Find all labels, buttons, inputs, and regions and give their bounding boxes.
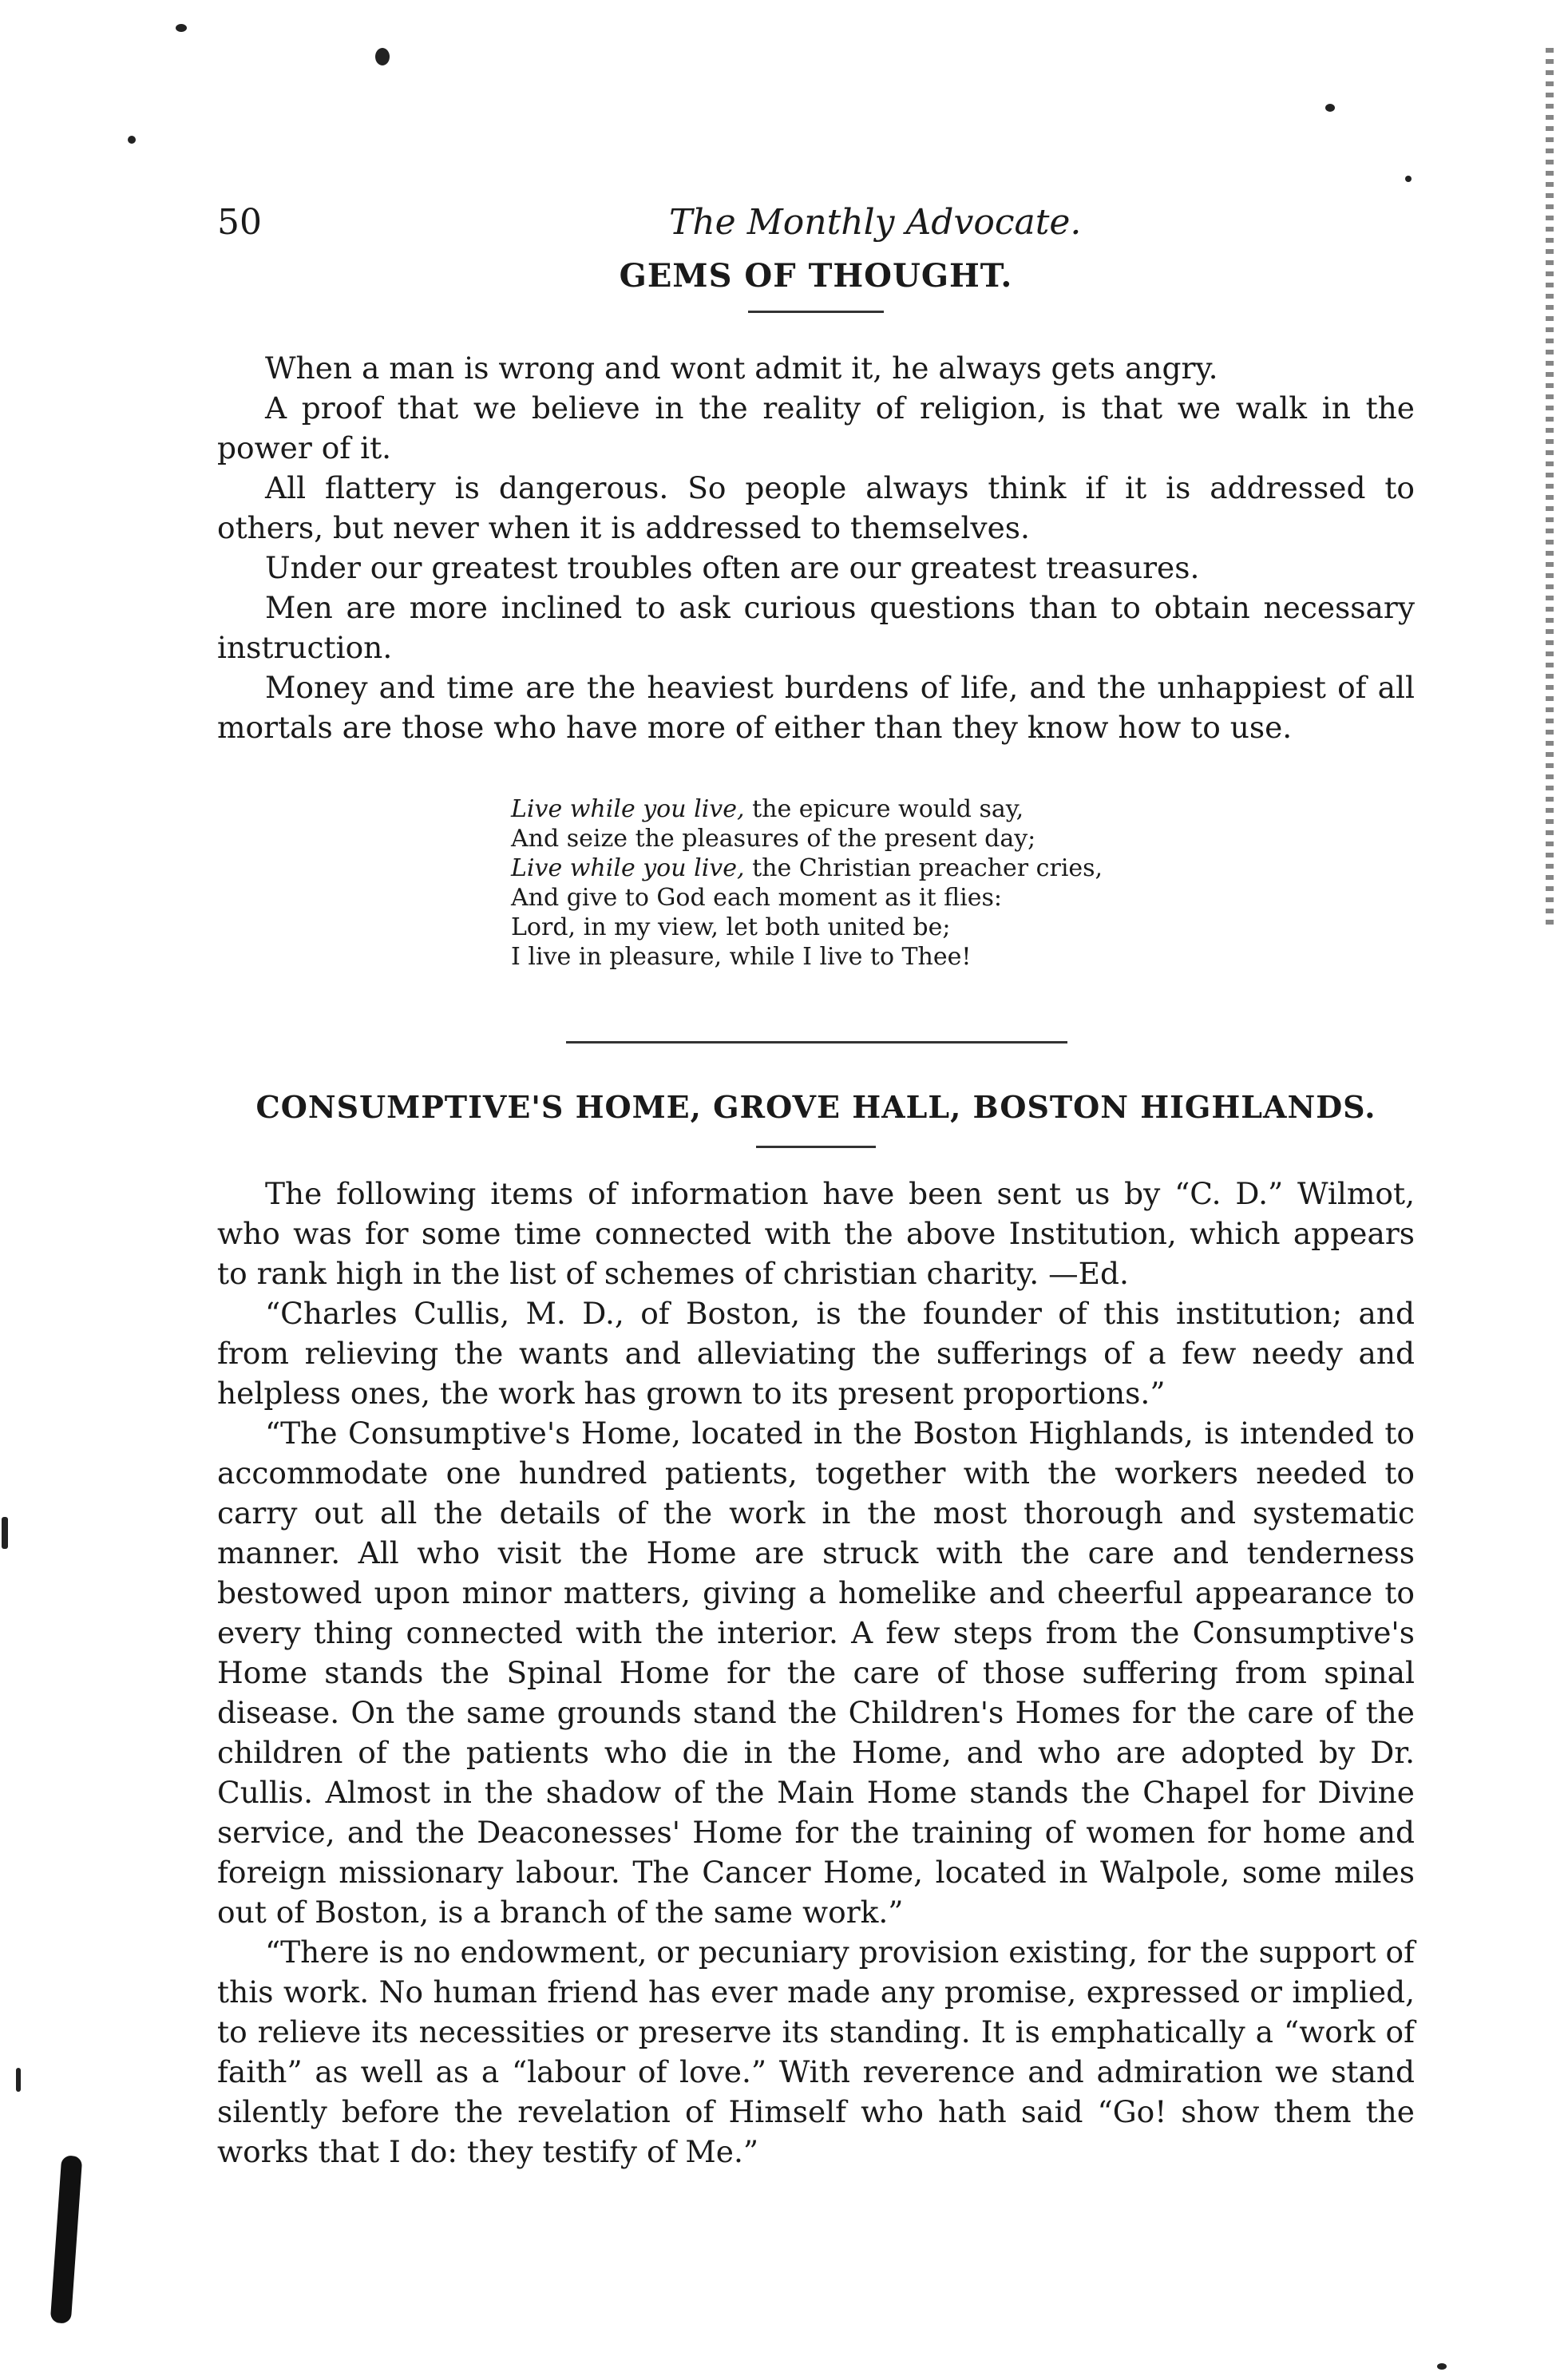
scan-edge-strip [1546,48,1554,926]
home-paragraph: “The Consumptive's Home, located in the Boston Highlands, is intended to accommodate one hundred patients, together with the workers needed to carry out all the details of the work in the most thorough and systematic manner. All who visit the Home are struck with the care and tenderness bestowed upon minor matters, giving a homelike and cheerful appearance to every thing connected with the interior. A few steps from the Consumptive's Home stands the Spinal Home for the care of those suffering from spinal disease. On the same grounds stand the Children's Homes for the care of the children of the patients who die in the Home, and who are adopted by Dr. Cullis. Almost in the shadow of the Main Home stands the Chapel for Divine service, and the Deaconesses' Home for the training of women for home and foreign missionary labour. The Cancer Home, located in Walpole, some miles out of Boston, is a branch of the same work.” [217,1416,1415,1930]
section-divider [566,1041,1067,1043]
gem-paragraph: Money and time are the heaviest burdens of life, and the unhappiest of all mortals are those who have more of either than they know how to use. [217,670,1415,745]
verse-line: Lord, in my view, let both united be; [511,913,951,941]
gem-paragraph: All flattery is dangerous. So people always think if it is addressed to others, but never when it is addressed to themselves. [217,470,1415,545]
gem-paragraph: When a man is wrong and wont admit it, he always gets angry. [265,350,1218,386]
verse-line: Live while you live, the epicure would say, [511,795,1024,823]
gem-paragraph: Under our greatest troubles often are our greatest treasures. [265,550,1200,585]
gems-paragraphs [217,348,1415,747]
scan-speckle [176,24,187,32]
page-header [217,202,1415,250]
verse-line: I live in pleasure, while I live to Thee! [511,943,972,971]
verse-block [511,794,1229,972]
section-heading-gems: GEMS OF THOUGHT. [619,257,1013,295]
verse-line: Live while you live, the Christian preacher cries, [511,854,1103,882]
home-section [217,1089,1415,1148]
gems-section [217,257,1415,313]
scan-speckle [1405,176,1412,182]
heading-rule [756,1146,876,1148]
scan-speckle [1325,104,1335,112]
section-heading-home: CONSUMPTIVE'S HOME, GROVE HALL, BOSTON HIGHLANDS. [255,1089,1376,1125]
home-paragraph: “There is no endowment, or pecuniary provision existing, for the support of this work. No human friend has ever made any promise, expressed or implied, to relieve its necessities or preserve its standing. It is emphatically a “work of faith” as well as a “labour of love.” With reverence and admiration we stand silently before the revelation of Himself who hath said “Go! show them the works that I do: they testify of Me.” [217,1934,1415,2169]
verse-line: And give to God each moment as it flies: [511,884,1002,912]
scan-speckle [375,48,390,65]
home-paragraphs [217,1174,1415,2172]
scan-speckle [2,1517,8,1549]
heading-rule [748,311,884,313]
page-number: 50 [217,202,262,243]
gem-paragraph: Men are more inclined to ask curious questions than to obtain necessary instruction. [217,590,1415,665]
verse-line: And seize the pleasures of the present day; [511,825,1036,853]
scan-speckle [1437,2363,1447,2370]
scan-speckle [128,136,136,144]
home-paragraph: “Charles Cullis, M. D., of Boston, is the founder of this institution; and from relieving the wants and alleviating the sufferings of a few needy and helpless ones, the work has grown to its present proportions.” [217,1296,1415,1411]
gem-paragraph: A proof that we believe in the reality of religion, is that we walk in the power of it. [217,390,1415,465]
home-paragraph: The following items of information have been sent us by “C. D.” Wilmot, who was for some time connected with the above Institution, which appears to rank high in the list of schemes of christian charity. —Ed. [217,1176,1415,1291]
scan-edge-smudge [50,2155,83,2323]
running-title: The Monthly Advocate. [669,202,1082,243]
scan-speckle [16,2068,21,2092]
